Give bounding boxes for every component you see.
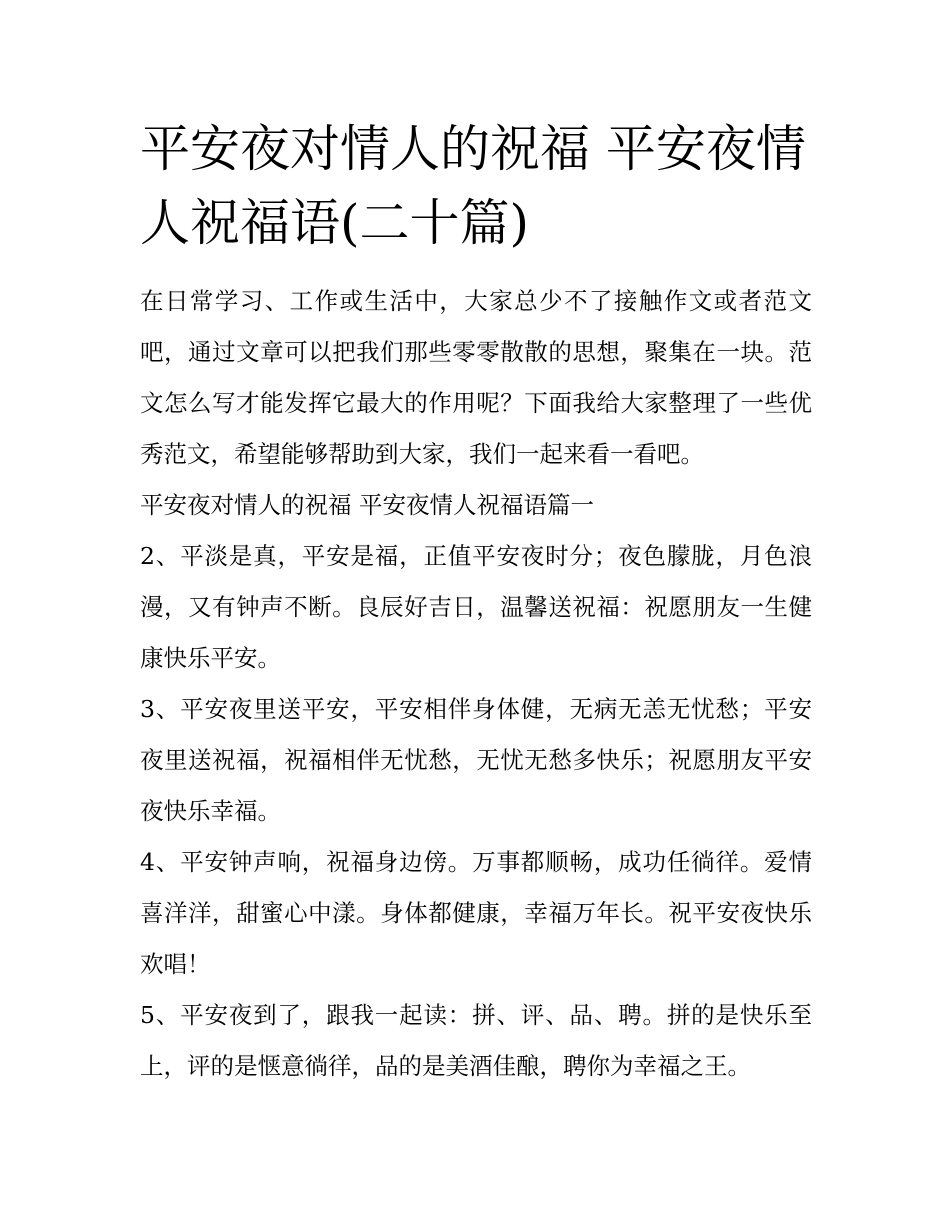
blessing-paragraph-3: 3、平安夜里送平安，平安相伴身体健，无病无恙无忧愁；平安夜里送祝福，祝福相伴无忧愁，无忧无愁多快乐；祝愿朋友平安夜快乐幸福。 <box>140 695 812 825</box>
document-page <box>140 112 812 1092</box>
blessing-paragraph-4: 4、平安钟声响，祝福身边傍。万事都顺畅，成功任徜徉。爱情喜洋洋，甜蜜心中漾。身体都健康，幸福万年长。祝平安夜快乐欢唱！ <box>140 848 812 978</box>
document-body <box>140 276 812 1092</box>
document-title: 平安夜对情人的祝福 平安夜情人祝福语(二十篇) <box>140 120 806 252</box>
blessing-paragraph-2: 2、平淡是真，平安是福，正值平安夜时分；夜色朦胧，月色浪漫，又有钟声不断。良辰好吉日，温馨送祝福：祝愿朋友一生健康快乐平安。 <box>140 542 812 672</box>
intro-paragraph: 在日常学习、工作或生活中，大家总少不了接触作文或者范文吧，通过文章可以把我们那些零零散散的思想，聚集在一块。范文怎么写才能发挥它最大的作用呢？下面我给大家整理了一些优秀范文，希望能够帮助到大家，我们一起来看一看吧。 <box>140 287 812 468</box>
section-heading: 平安夜对情人的祝福 平安夜情人祝福语篇一 <box>140 491 594 519</box>
blessing-paragraph-5: 5、平安夜到了，跟我一起读：拼、评、品、聘。拼的是快乐至上，评的是惬意徜徉，品的是美酒佳酿，聘你为幸福之王。 <box>140 1001 812 1080</box>
